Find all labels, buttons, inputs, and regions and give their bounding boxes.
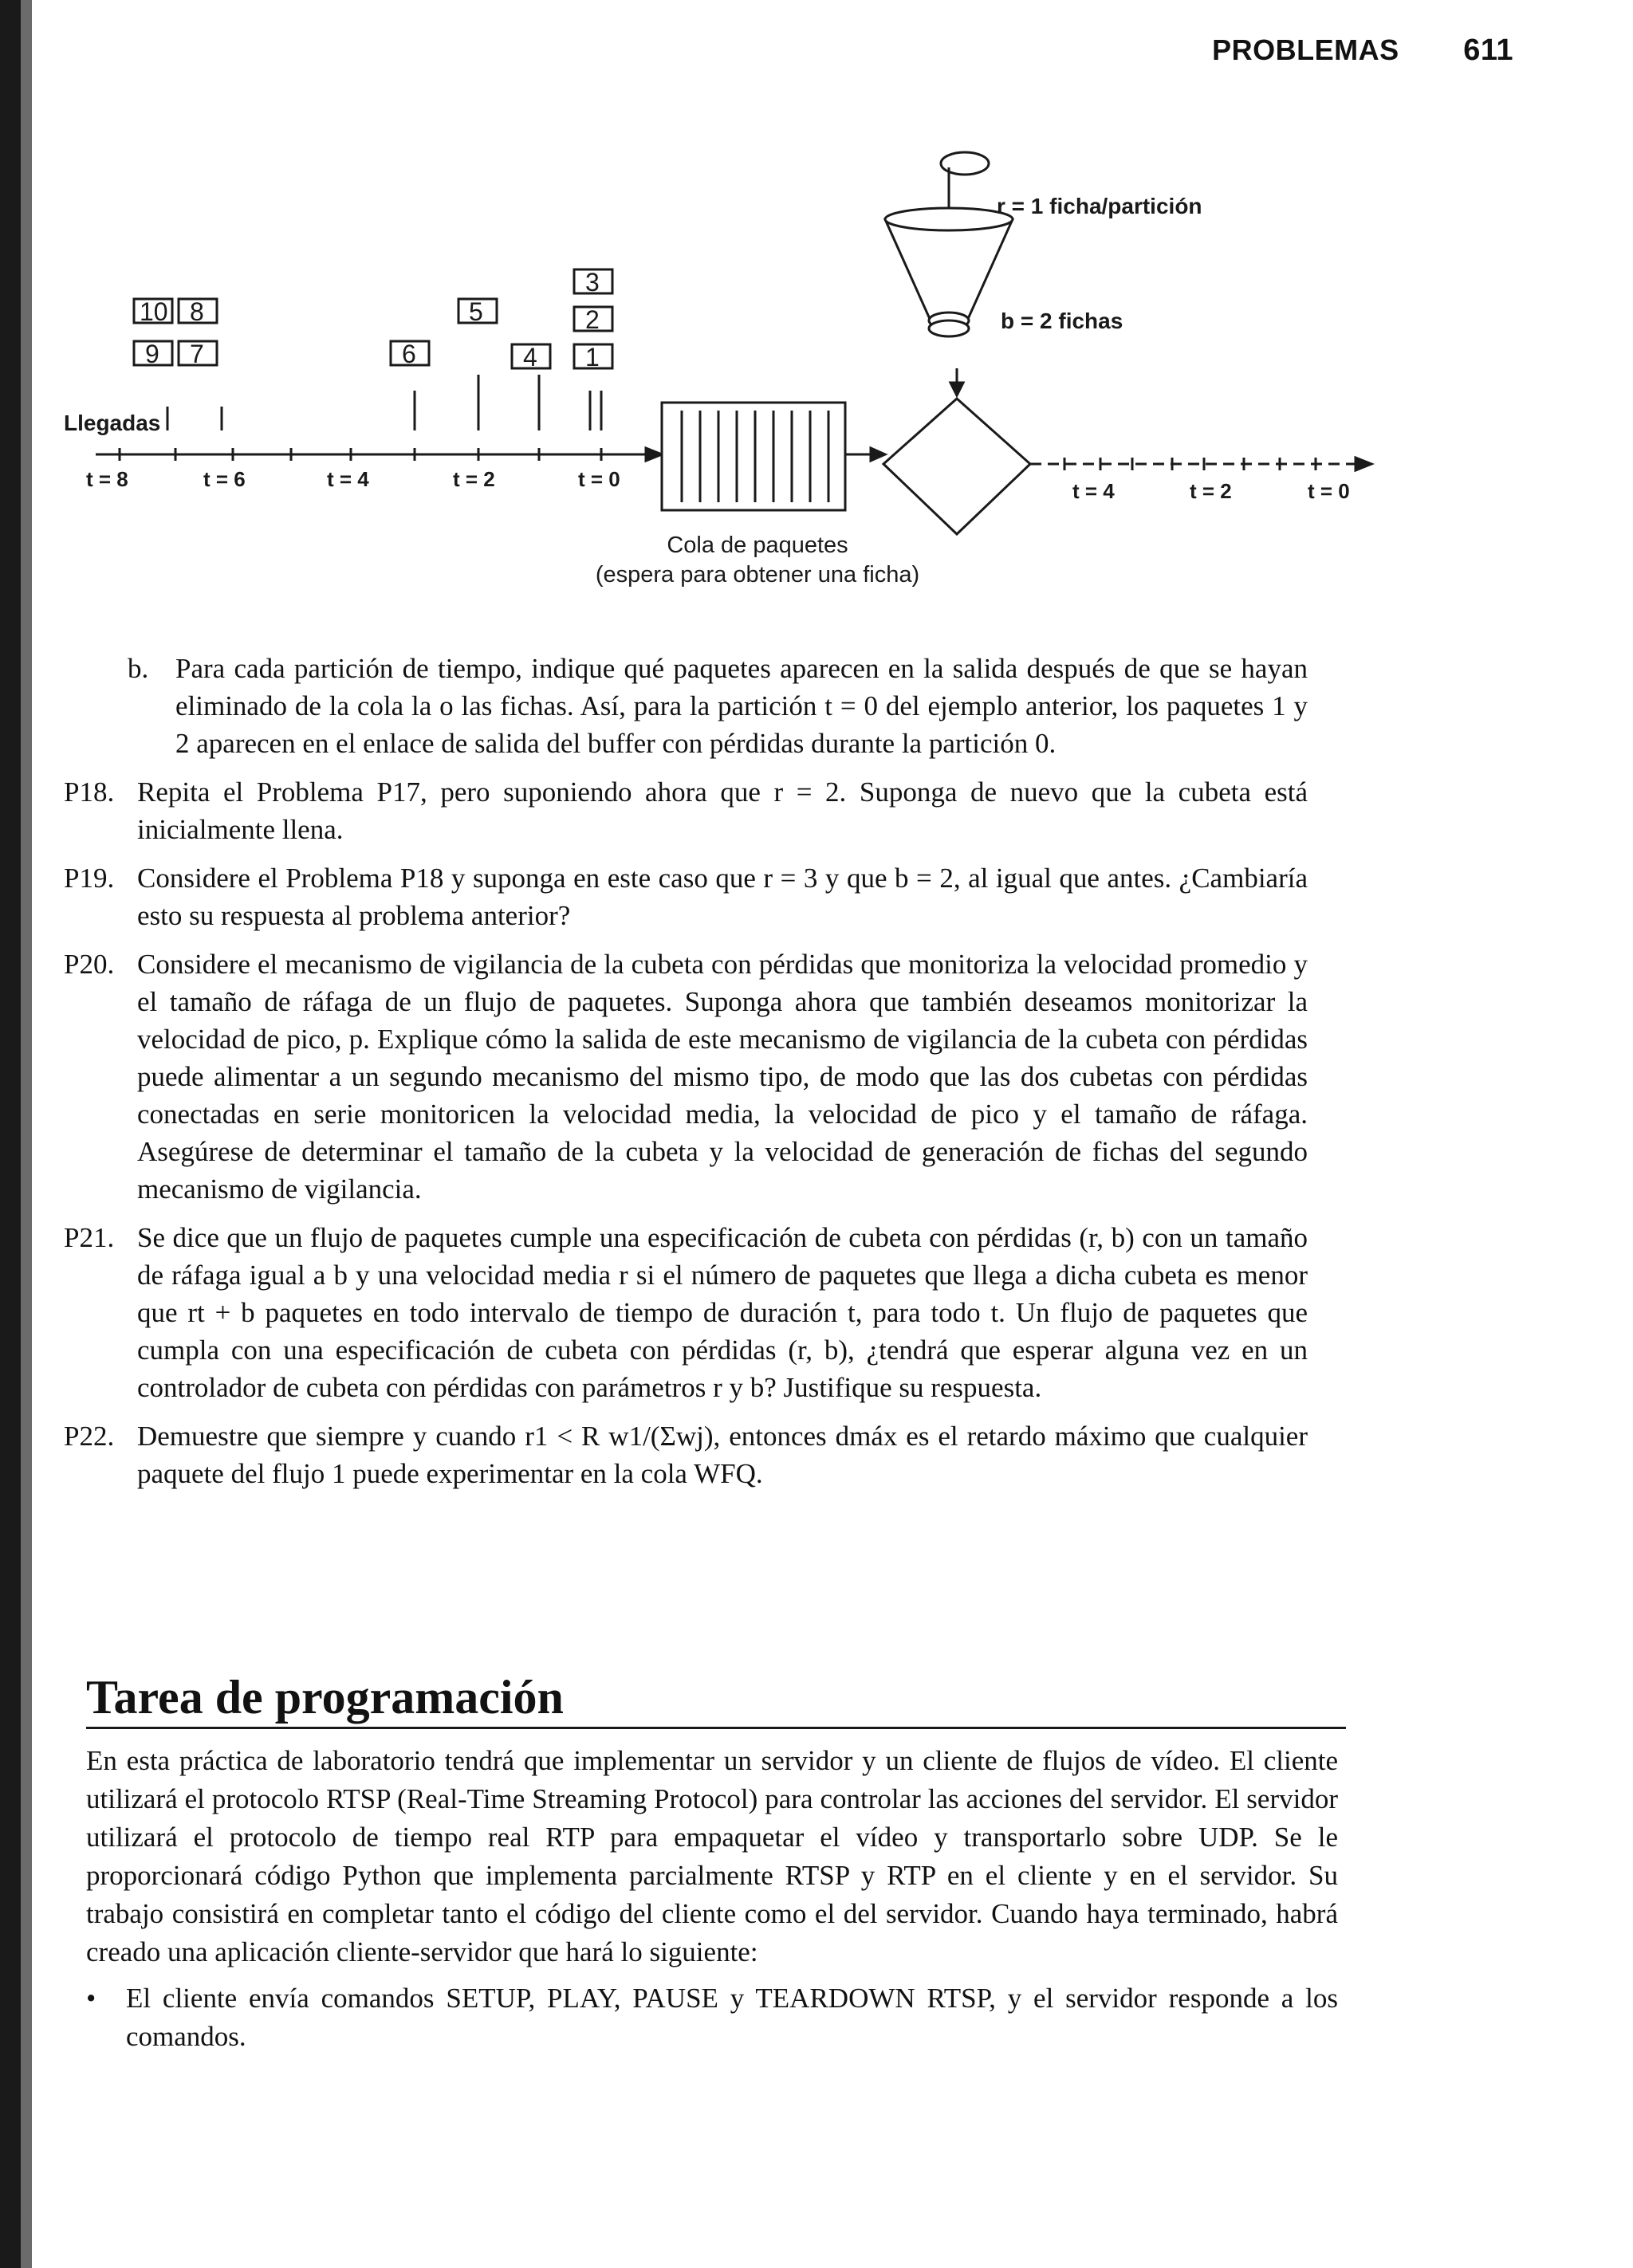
problem-item-p18 (64, 773, 1308, 848)
token-gate-diamond (883, 399, 1030, 534)
input-tick-t2: t = 2 (453, 467, 495, 491)
packet-9: 9 (145, 340, 159, 368)
programming-task (86, 1742, 1338, 2056)
page-number: 611 (1463, 33, 1513, 67)
problem-item-p19 (64, 859, 1308, 934)
problem-item-p22 (64, 1417, 1308, 1492)
problem-item-b (64, 650, 1308, 762)
problem-label: P20. (64, 949, 115, 980)
queue-sublabel: (espera para obtener una ficha) (595, 562, 920, 588)
output-tick-t2: t = 2 (1190, 479, 1232, 503)
problems-list (64, 650, 1308, 1503)
input-tick-t8: t = 8 (86, 467, 128, 491)
packet-stacks (134, 269, 612, 368)
problem-text: Considere el mecanismo de vigilancia de la cubeta con pérdidas que monitoriza la velocidad promedio y el tamaño de ráfaga de un flujo de paquetes. Suponga ahora que también deseamos monitorizar la velocidad de pico, p. Explique cómo la salida de este mecanismo de vigilancia de la cubeta con pérdidas puede alimentar a un segundo mecanismo del mismo tipo, de modo que las dos cubetas con pérdidas conectadas en serie monitoricen la velocidad media, la velocidad de pico y el tamaño de ráfaga. Asegúrese de determinar el tamaño de la cubeta y la velocidad de generación de fichas del segundo mecanismo de vigilancia. (137, 949, 1308, 1205)
leaky-bucket-diagram (48, 136, 1403, 606)
packet-1: 1 (585, 343, 600, 371)
packet-6: 6 (402, 340, 416, 368)
running-header (1212, 33, 1513, 68)
problem-label: P19. (64, 863, 115, 894)
bullet-dot-icon: • (86, 1983, 96, 2014)
arrival-arrows (167, 375, 601, 430)
output-tick-t0: t = 0 (1308, 479, 1350, 503)
problem-text: Se dice que un flujo de paquetes cumple una especificación de cubeta con pérdidas (r, b) con un tamaño de ráfaga igual a b y una velocidad media r si el número de paquetes que llega a dicha cubeta es menor que rt + b paquetes en todo intervalo de tiempo de duración t, para todo t. Un flujo de paquetes que cumpla con una especificación de cubeta con pérdidas (r, b), ¿tendrá que esperar alguna vez en un controlador de cubeta con pérdidas con parámetros r y b? Justifique su respuesta. (137, 1222, 1308, 1403)
queue-label: Cola de paquetes (667, 533, 848, 558)
packet-queue (662, 403, 845, 510)
problem-label: P18. (64, 776, 115, 808)
output-tick-t4: t = 4 (1072, 479, 1115, 503)
packet-3: 3 (585, 268, 600, 297)
book-spine-shadow (0, 0, 21, 2268)
problem-item-p20 (64, 945, 1308, 1208)
packet-10: 10 (140, 297, 168, 326)
section-paragraph: En esta práctica de laboratorio tendrá que implementar un servidor y un cliente de flujos de vídeo. El cliente utilizará el protocolo RTSP (Real-Time Streaming Protocol) para controlar las acciones del servidor. El servidor utilizará el protocolo de tiempo real RTP para empaquetar el vídeo y transportarlo sobre UDP. Se le proporcionará código Python que implementa parcialmente RTSP y RTP en el cliente y en el servidor. Su trabajo consistirá en completar tanto el código del cliente como el del servidor. Cuando haya terminado, habrá creado una aplicación cliente-servidor que hará lo siguiente: (86, 1745, 1338, 1967)
input-tick-t6: t = 6 (203, 467, 246, 491)
input-tick-t0: t = 0 (578, 467, 620, 491)
section-title: Tarea de programación (86, 1670, 1346, 1729)
packet-4: 4 (523, 343, 537, 371)
input-tick-t4: t = 4 (327, 467, 369, 491)
book-spine-edge (21, 0, 32, 2268)
packet-2: 2 (585, 305, 600, 334)
problem-label: P21. (64, 1222, 115, 1253)
arrivals-label: Llegadas (64, 411, 161, 435)
problem-label: b. (128, 653, 149, 684)
packet-5: 5 (469, 297, 483, 326)
bullet-item (86, 1979, 1338, 2056)
packet-7: 7 (190, 340, 204, 368)
rate-label: r = 1 ficha/partición (997, 194, 1202, 218)
bucket-label: b = 2 fichas (1001, 309, 1123, 333)
problem-text: Considere el Problema P18 y suponga en este caso que r = 3 y que b = 2, al igual que antes. ¿Cambiaría esto su respuesta al problema anterior? (137, 863, 1308, 931)
problem-text: Para cada partición de tiempo, indique qué paquetes aparecen en la salida después de que se hayan eliminado de la cola la o las fichas. Así, para la partición t = 0 del ejemplo anterior, los paquetes 1 y 2 aparecen en el enlace de salida del buffer con pérdidas durante la partición 0. (175, 653, 1308, 759)
problem-label: P22. (64, 1421, 115, 1452)
problem-text: Repita el Problema P17, pero suponiendo ahora que r = 2. Suponga de nuevo que la cubeta está inicialmente llena. (137, 776, 1308, 845)
header-section: PROBLEMAS (1212, 33, 1399, 66)
bullet-text: El cliente envía comandos SETUP, PLAY, PAUSE y TEARDOWN RTSP, y el servidor responde a los comandos. (126, 1983, 1338, 2052)
packet-8: 8 (190, 297, 204, 326)
problem-item-p21 (64, 1219, 1308, 1406)
problem-text: Demuestre que siempre y cuando r1 < R w1/(Σwj), entonces dmáx es el retardo máximo que cualquier paquete del flujo 1 puede experimentar en la cola WFQ. (137, 1421, 1308, 1489)
